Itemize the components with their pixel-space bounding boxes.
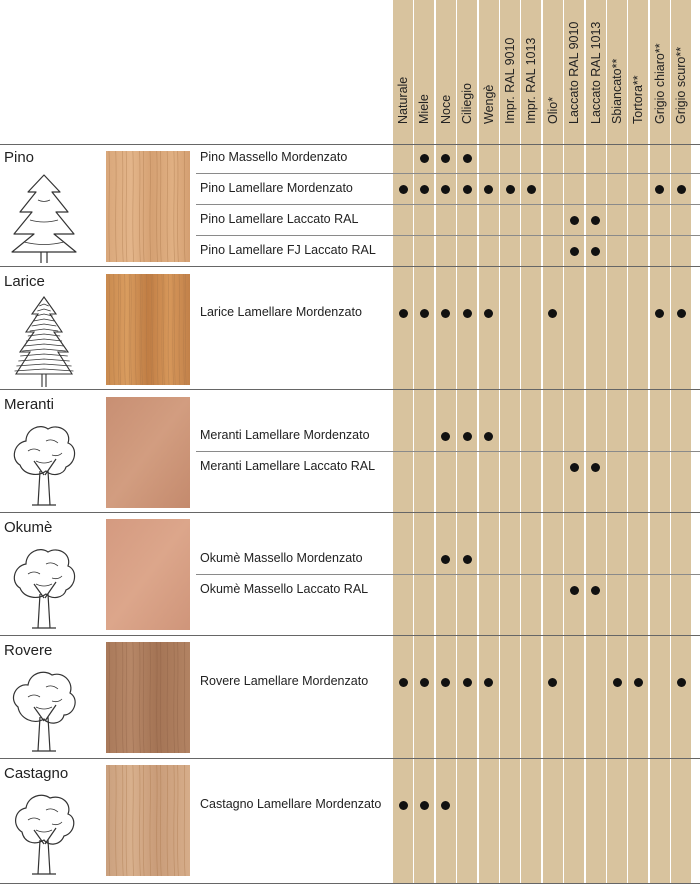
product-name: Pino Lamellare Laccato RAL	[200, 212, 359, 226]
availability-dot	[420, 678, 429, 687]
finish-column-header: Olio*	[545, 96, 560, 124]
product-name: Rovere Lamellare Mordenzato	[200, 674, 369, 688]
availability-dot	[634, 678, 643, 687]
row-divider	[0, 389, 700, 390]
finish-column-stripe	[564, 0, 584, 883]
finish-column-header: Grigio chiaro**	[652, 43, 667, 124]
row-divider	[196, 451, 700, 452]
finish-column-stripe	[479, 0, 499, 883]
larch-tree-icon	[8, 294, 80, 389]
finish-column-stripe	[628, 0, 648, 883]
finish-column-header: Noce	[438, 94, 453, 124]
product-name: Pino Massello Mordenzato	[200, 150, 348, 164]
broadleaf-tree-icon	[8, 417, 80, 512]
finish-column-header: Miele	[417, 94, 432, 124]
finish-column-stripe	[414, 0, 434, 883]
finish-column-header: Tortora**	[631, 75, 646, 124]
finish-column-header: Ciliegio	[460, 83, 475, 124]
finish-column-stripe	[586, 0, 606, 883]
availability-dot	[677, 678, 686, 687]
finish-column-header: Laccato RAL 9010	[567, 21, 582, 124]
availability-dot	[399, 185, 408, 194]
product-name: Castagno Lamellare Mordenzato	[200, 797, 382, 811]
row-divider	[0, 883, 700, 884]
chestnut-tree-icon	[8, 786, 80, 881]
finish-column-header: Grigio scuro**	[674, 46, 689, 124]
row-divider	[0, 635, 700, 636]
finish-column-header: Impr. RAL 1013	[524, 37, 539, 124]
finish-column-stripe	[457, 0, 477, 883]
finish-column-stripe	[436, 0, 456, 883]
availability-dot	[463, 185, 472, 194]
oak-wood-swatch	[106, 642, 190, 753]
availability-dot	[399, 801, 408, 810]
row-divider	[0, 758, 700, 759]
availability-dot	[570, 463, 579, 472]
availability-dot	[613, 678, 622, 687]
wood-name: Meranti	[4, 396, 55, 413]
finish-column-stripe	[393, 0, 413, 883]
row-divider	[196, 173, 700, 174]
finish-column-stripe	[500, 0, 520, 883]
row-divider	[0, 144, 700, 145]
availability-dot	[570, 586, 579, 595]
availability-dot	[506, 185, 515, 194]
finish-column-header: Sbiancato**	[610, 58, 624, 124]
product-name: Pino Lamellare FJ Laccato RAL	[200, 243, 376, 257]
row-divider	[196, 204, 700, 205]
finish-column-header: Wengè	[481, 84, 496, 124]
finish-column-stripe	[650, 0, 670, 883]
product-name: Pino Lamellare Mordenzato	[200, 181, 353, 195]
wood-name: Okumè	[4, 519, 53, 536]
conifer-tree-icon	[8, 170, 80, 265]
oak-tree-icon	[8, 663, 80, 758]
finish-column-header: Impr. RAL 9010	[503, 37, 517, 124]
availability-dot	[399, 678, 408, 687]
product-name: Larice Lamellare Mordenzato	[200, 305, 362, 319]
availability-dot	[420, 801, 429, 810]
finish-column-stripe	[521, 0, 541, 883]
broadleaf-tree-icon	[8, 540, 80, 635]
product-name: Okumè Massello Laccato RAL	[200, 582, 369, 596]
availability-dot	[399, 309, 408, 318]
availability-dot	[677, 185, 686, 194]
wood-name: Pino	[4, 149, 35, 166]
wood-name: Larice	[4, 273, 45, 290]
okume-wood-swatch	[106, 519, 190, 630]
row-divider	[0, 266, 700, 267]
product-name: Meranti Lamellare Laccato RAL	[200, 459, 376, 473]
finish-column-header: Naturale	[396, 76, 410, 124]
availability-dot	[420, 185, 429, 194]
availability-dot	[463, 678, 472, 687]
availability-dot	[463, 555, 472, 564]
wood-name: Castagno	[4, 765, 69, 782]
product-name: Okumè Massello Mordenzato	[200, 551, 363, 565]
larch-wood-swatch	[106, 274, 190, 385]
finish-column-stripe	[543, 0, 563, 883]
meranti-wood-swatch	[106, 397, 190, 508]
row-divider	[0, 512, 700, 513]
availability-dot	[570, 247, 579, 256]
finish-column-stripe	[671, 0, 691, 883]
availability-dot	[463, 154, 472, 163]
chestnut-wood-swatch	[106, 765, 190, 876]
availability-dot	[420, 154, 429, 163]
finish-column-header: Laccato RAL 1013	[588, 21, 603, 124]
availability-dot	[420, 309, 429, 318]
availability-dot	[527, 185, 536, 194]
row-divider	[196, 574, 700, 575]
availability-dot	[677, 309, 686, 318]
finish-column-stripe	[607, 0, 627, 883]
availability-dot	[463, 432, 472, 441]
wood-name: Rovere	[4, 642, 53, 659]
product-name: Meranti Lamellare Mordenzato	[200, 428, 370, 442]
availability-dot	[570, 216, 579, 225]
pine-wood-swatch	[106, 151, 190, 262]
row-divider	[196, 235, 700, 236]
availability-dot	[463, 309, 472, 318]
